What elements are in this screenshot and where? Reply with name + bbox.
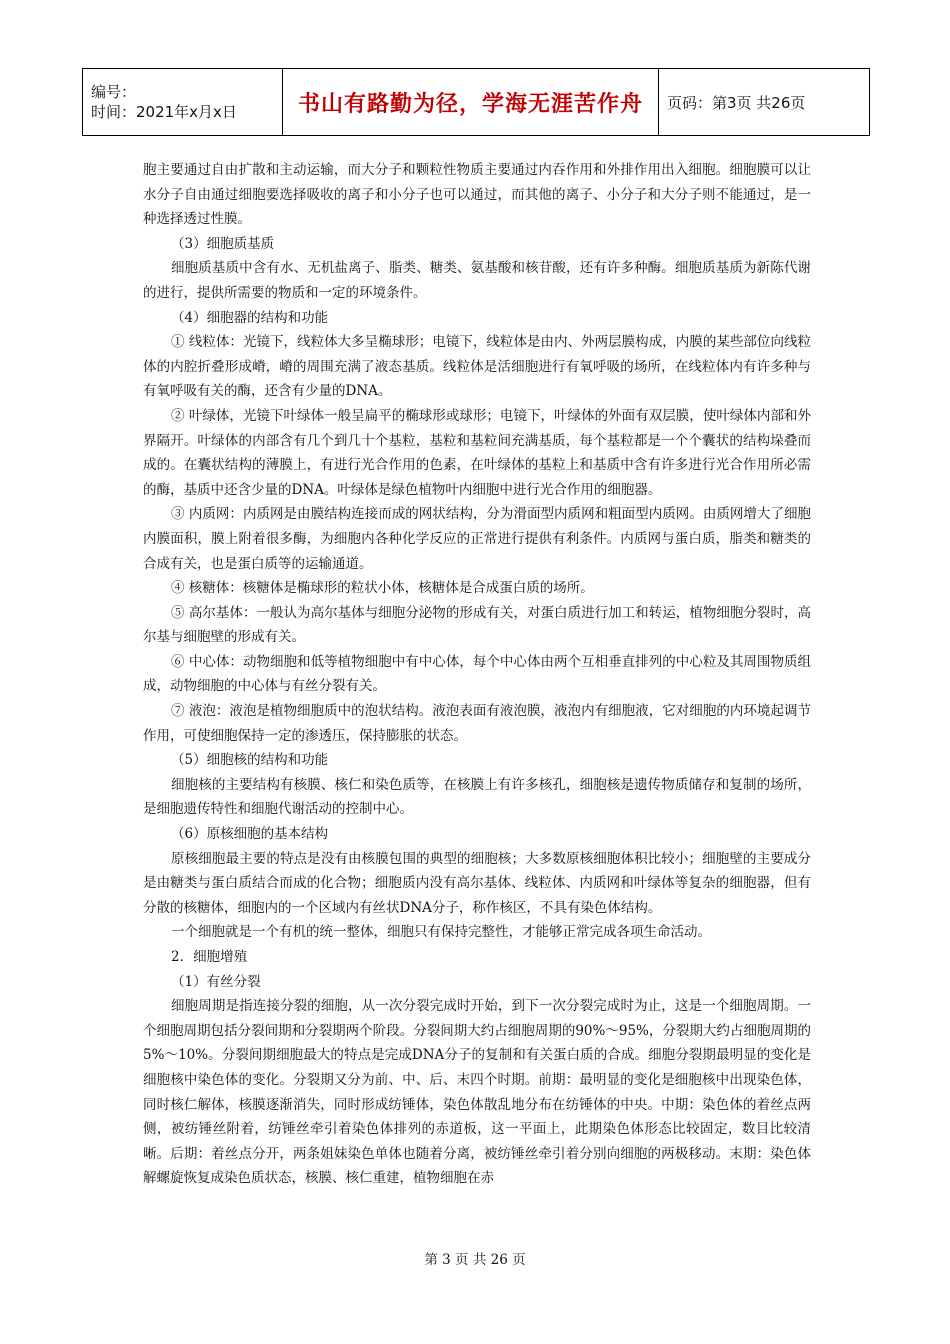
paragraph: ② 叶绿体，光镜下叶绿体一般呈扁平的椭球形或球形；电镜下，叶绿体的外面有双层膜，使叶绿体内部和外界隔开。叶绿体的内部含有几个到几十个基粒，基粒和基粒间充满基质，每个基粒都是一个个囊状的结构垛叠而成的。在囊状结构的薄膜上，有进行光合作用的色素，在叶绿体的基粒上和基质中含有许多进行光合作用所必需的酶，基质中还含少量的DNA。叶绿体是绿色植物叶内细胞中进行光合作用的细胞器。	[143, 407, 811, 498]
paragraph: 一个细胞就是一个有机的统一整体，细胞只有保持完整性，才能够正常完成各项生命活动。	[171, 924, 711, 941]
header-date-label: 时间：2021年x月x日	[91, 103, 237, 121]
paragraph: ④ 核糖体：核糖体是椭球形的粒状小体，核糖体是合成蛋白质的场所。	[171, 580, 594, 597]
header-page-label: 页码：第3页 共26页	[667, 93, 806, 112]
footer-page-number: 第 3 页 共 26 页	[424, 1252, 526, 1268]
paragraph: 细胞周期是指连接分裂的细胞，从一次分裂完成时开始，到下一次分裂完成时为止，这是一个细胞周期。一个细胞周期包括分裂间期和分裂期两个阶段。分裂间期大约占细胞周期的90%～95%，分裂期大约占细胞周期的5%～10%。分裂间期细胞最大的特点是完成DNA分子的复制和有关蛋白质的合成。细胞分裂期最明显的变化是细胞核中染色体的变化。分裂期又分为前、中、后、末四个时期。前期：最明显的变化是细胞核中出现染色体，同时核仁解体，核膜逐渐消失，同时形成纺锤体，染色体散乱地分布在纺锤体的中央。中期：染色体的着丝点两侧，被纺锤丝附着，纺锤丝牵引着染色体排列的赤道板，这一平面上，此期染色体形态比较固定，数目比较清晰。后期：着丝点分开，两条姐妹染色单体也随着分离，被纺锤丝牵引着分别向细胞的两极移动。末期：染色体解螺旋恢复成染色质状态，核膜、核仁重建，植物细胞在赤	[143, 998, 811, 1187]
header-motto: 书山有路勤为径，学海无涯苦作舟	[297, 91, 643, 117]
page-footer	[0, 1248, 950, 1268]
document-body	[143, 158, 811, 1191]
header-page-cell	[659, 69, 869, 135]
paragraph: ③ 内质网：内质网是由膜结构连接而成的网状结构，分为滑面型内质网和粗面型内质网。由质网增大了细胞内膜面积，膜上附着很多酶，为细胞内各种化学反应的正常进行提供有利条件。内质网与蛋白质，脂类和糖类的合成有关，也是蛋白质等的运输通道。	[143, 506, 811, 572]
header-number-label: 编号：	[91, 83, 137, 101]
paragraph: （1）有丝分裂	[171, 973, 261, 990]
paragraph: ⑥ 中心体：动物细胞和低等植物细胞中有中心体，每个中心体由两个互相垂直排列的中心粒及其周围物质组成，动物细胞的中心体与有丝分裂有关。	[143, 653, 811, 695]
paragraph: ⑦ 液泡：液泡是植物细胞质中的泡状结构。液泡表面有液泡膜，液泡内有细胞液，它对细胞的内环境起调节作用，可使细胞保持一定的渗透压，保持膨胀的状态。	[143, 703, 811, 744]
paragraph: （5）细胞核的结构和功能	[171, 752, 329, 769]
header-motto-cell	[283, 69, 659, 135]
paragraph: 原核细胞最主要的特点是没有由核膜包围的典型的细胞核；大多数原核细胞体积比较小；细胞壁的主要成分是由糖类与蛋白质结合而成的化合物；细胞质内没有高尔基体、线粒体、内质网和叶绿体等复杂的细胞器，但有分散的核糖体，细胞内的一个区域内有丝状DNA分子，称作核区，不具有染色体结构。	[143, 850, 811, 916]
page-header	[82, 68, 870, 136]
header-info-cell	[83, 69, 283, 135]
paragraph: ⑤ 高尔基体：一般认为高尔基体与细胞分泌物的形成有关，对蛋白质进行加工和转运，植物细胞分裂时，高尔基与细胞壁的形成有关。	[143, 604, 811, 646]
paragraph: （4）细胞器的结构和功能	[171, 309, 329, 326]
paragraph: （6）原核细胞的基本结构	[171, 826, 329, 843]
paragraph: 2．细胞增殖	[171, 949, 248, 965]
paragraph: ① 线粒体：光镜下，线粒体大多呈椭球形；电镜下，线粒体是由内、外两层膜构成，内膜的某些部位向线粒体的内腔折叠形成嵴，嵴的周围充满了液态基质。线粒体是活细胞进行有氧呼吸的场所，在线粒体内有许多种与有氧呼吸有关的酶，还含有少量的DNA。	[143, 334, 811, 400]
paragraph: 细胞质基质中含有水、无机盐离子、脂类、糖类、氨基酸和核苷酸，还有许多种酶。细胞质基质为新陈代谢的进行，提供所需要的物质和一定的环境条件。	[143, 260, 811, 301]
paragraph: 胞主要通过自由扩散和主动运输，而大分子和颗粒性物质主要通过内吞作用和外排作用出入细胞。细胞膜可以让水分子自由通过细胞要选择吸收的离子和小分子也可以通过，而其他的离子、小分子和大分子则不能通过，是一种选择透过性膜。	[143, 162, 811, 228]
paragraph: 细胞核的主要结构有核膜、核仁和染色质等，在核膜上有许多核孔，细胞核是遗传物质储存和复制的场所，是细胞遗传特性和细胞代谢活动的控制中心。	[143, 776, 811, 818]
paragraph: （3）细胞质基质	[171, 235, 275, 252]
